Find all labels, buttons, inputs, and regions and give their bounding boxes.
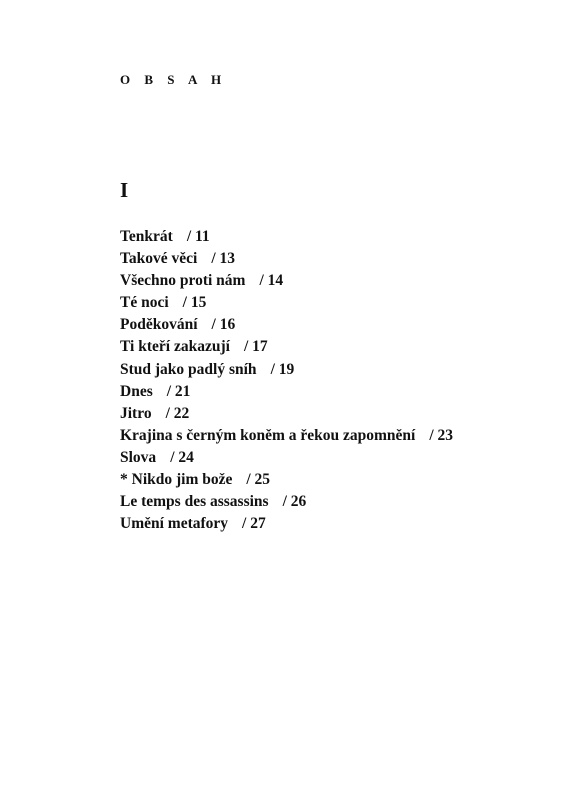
toc-entry-title: Všechno proti nám [120, 272, 246, 290]
toc-entry-page: / 22 [165, 404, 190, 422]
toc-entry-title: Umění metafory [120, 515, 229, 533]
toc-entry-page: / 16 [211, 316, 236, 334]
toc-entry[interactable] [120, 270, 453, 292]
toc-entry[interactable] [120, 336, 453, 358]
toc-entry[interactable] [120, 381, 453, 403]
toc-entry-title: Le temps des assassins [120, 493, 269, 511]
toc-entry-page: / 15 [182, 294, 207, 312]
toc-entry-page: / 26 [282, 493, 307, 511]
toc-entry-page: / 17 [243, 338, 268, 356]
table-of-contents [120, 226, 453, 535]
toc-entry-title: Tenkrát [120, 228, 173, 245]
toc-entry-title: Slova [120, 448, 157, 466]
toc-entry-title: Ti kteří zakazují [120, 338, 230, 356]
toc-entry[interactable] [120, 226, 453, 248]
toc-entry-page: / 27 [242, 515, 266, 533]
toc-entry[interactable] [120, 491, 453, 513]
toc-entry[interactable] [120, 314, 453, 336]
toc-entry[interactable] [120, 447, 453, 469]
toc-entry-page: / 14 [259, 272, 284, 290]
toc-entry-title: Stud jako padlý sníh [120, 360, 257, 378]
toc-entry-page: / 13 [211, 250, 236, 268]
toc-entry-page: / 24 [170, 448, 194, 466]
toc-entry-page: / 25 [246, 471, 271, 489]
toc-entry-title: * Nikdo jim bože [120, 471, 233, 489]
toc-entry-title: Té noci [120, 294, 169, 312]
contents-heading: O B S A H [120, 72, 227, 87]
toc-entry[interactable] [120, 292, 453, 314]
toc-entry-title: Takové věci [120, 250, 198, 268]
toc-entry-title: Poděkování [120, 316, 198, 334]
toc-entry-page: / 21 [166, 382, 191, 400]
toc-entry-page: / 23 [429, 426, 454, 444]
toc-entry[interactable] [120, 513, 453, 535]
toc-entry[interactable] [120, 403, 453, 425]
toc-entry[interactable] [120, 359, 453, 381]
toc-entry-title: Krajina s černým koněm a řekou zapomnění [120, 426, 416, 444]
toc-entry-title: Dnes [120, 382, 153, 400]
toc-entry[interactable] [120, 469, 453, 491]
toc-entry[interactable] [120, 425, 453, 447]
toc-entry-page: / 19 [270, 360, 295, 378]
toc-entry-page: / 11 [186, 228, 210, 245]
toc-entry-title: Jitro [120, 404, 152, 422]
section-numeral: I [120, 178, 129, 202]
toc-entry[interactable] [120, 248, 453, 270]
